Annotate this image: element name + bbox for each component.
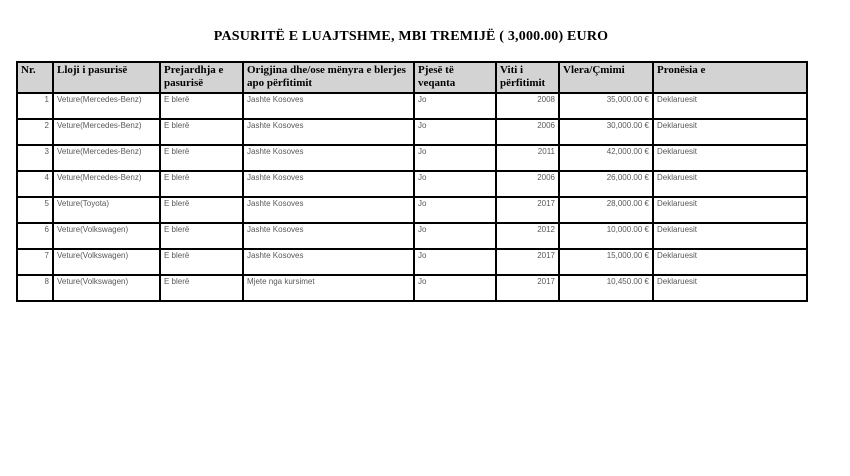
cell-viti: 2017 xyxy=(496,249,559,275)
table-row xyxy=(17,223,807,249)
cell-prejardhja: E blerë xyxy=(160,249,243,275)
cell-lloji: Veture(Mercedes-Benz) xyxy=(53,145,160,171)
cell-nr: 6 xyxy=(17,223,53,249)
table-row xyxy=(17,145,807,171)
cell-vlera: 35,000.00 € xyxy=(559,93,653,119)
cell-origjina: Jashte Kosoves xyxy=(243,145,414,171)
cell-pjese: Jo xyxy=(414,145,496,171)
cell-pjese: Jo xyxy=(414,197,496,223)
cell-nr: 7 xyxy=(17,249,53,275)
cell-pjese: Jo xyxy=(414,223,496,249)
cell-vlera: 28,000.00 € xyxy=(559,197,653,223)
cell-lloji: Veture(Volkswagen) xyxy=(53,249,160,275)
cell-lloji: Veture(Mercedes-Benz) xyxy=(53,93,160,119)
cell-pjese: Jo xyxy=(414,119,496,145)
cell-lloji: Veture(Volkswagen) xyxy=(53,275,160,301)
cell-nr: 4 xyxy=(17,171,53,197)
cell-vlera: 10,000.00 € xyxy=(559,223,653,249)
cell-vlera: 30,000.00 € xyxy=(559,119,653,145)
cell-origjina: Jashte Kosoves xyxy=(243,93,414,119)
cell-prejardhja: E blerë xyxy=(160,275,243,301)
cell-pronesia: Deklaruesit xyxy=(653,145,807,171)
cell-pronesia: Deklaruesit xyxy=(653,197,807,223)
table-row xyxy=(17,275,807,301)
cell-nr: 8 xyxy=(17,275,53,301)
cell-nr: 1 xyxy=(17,93,53,119)
assets-table xyxy=(16,61,808,302)
cell-pjese: Jo xyxy=(414,93,496,119)
cell-vlera: 26,000.00 € xyxy=(559,171,653,197)
cell-viti: 2008 xyxy=(496,93,559,119)
cell-vlera: 15,000.00 € xyxy=(559,249,653,275)
header-pjese: Pjesë të veqanta xyxy=(414,62,496,93)
header-lloji: Lloji i pasurisë xyxy=(53,62,160,93)
cell-prejardhja: E blerë xyxy=(160,93,243,119)
cell-viti: 2006 xyxy=(496,119,559,145)
cell-pronesia: Deklaruesit xyxy=(653,275,807,301)
cell-viti: 2017 xyxy=(496,275,559,301)
table-header-row xyxy=(17,62,807,93)
cell-pronesia: Deklaruesit xyxy=(653,93,807,119)
header-origjina: Origjina dhe/ose mënyra e blerjes apo përfitimit xyxy=(243,62,414,93)
cell-viti: 2017 xyxy=(496,197,559,223)
header-nr: Nr. xyxy=(17,62,53,93)
table-row xyxy=(17,171,807,197)
cell-pjese: Jo xyxy=(414,249,496,275)
cell-prejardhja: E blerë xyxy=(160,197,243,223)
cell-nr: 3 xyxy=(17,145,53,171)
cell-lloji: Veture(Volkswagen) xyxy=(53,223,160,249)
cell-prejardhja: E blerë xyxy=(160,171,243,197)
cell-origjina: Jashte Kosoves xyxy=(243,197,414,223)
cell-prejardhja: E blerë xyxy=(160,119,243,145)
cell-nr: 2 xyxy=(17,119,53,145)
cell-origjina: Jashte Kosoves xyxy=(243,119,414,145)
cell-viti: 2006 xyxy=(496,171,559,197)
table-row xyxy=(17,249,807,275)
cell-pronesia: Deklaruesit xyxy=(653,223,807,249)
cell-origjina: Jashte Kosoves xyxy=(243,249,414,275)
header-vlera: Vlera/Çmimi xyxy=(559,62,653,93)
cell-lloji: Veture(Toyota) xyxy=(53,197,160,223)
cell-pronesia: Deklaruesit xyxy=(653,171,807,197)
cell-vlera: 42,000.00 € xyxy=(559,145,653,171)
header-prejardhja: Prejardhja e pasurisë xyxy=(160,62,243,93)
cell-viti: 2011 xyxy=(496,145,559,171)
cell-origjina: Jashte Kosoves xyxy=(243,223,414,249)
cell-pronesia: Deklaruesit xyxy=(653,119,807,145)
cell-pjese: Jo xyxy=(414,275,496,301)
cell-pjese: Jo xyxy=(414,171,496,197)
header-pronesia: Pronësia e xyxy=(653,62,807,93)
cell-pronesia: Deklaruesit xyxy=(653,249,807,275)
cell-lloji: Veture(Mercedes-Benz) xyxy=(53,119,160,145)
cell-prejardhja: E blerë xyxy=(160,223,243,249)
cell-nr: 5 xyxy=(17,197,53,223)
table-row xyxy=(17,93,807,119)
cell-lloji: Veture(Mercedes-Benz) xyxy=(53,171,160,197)
table-row xyxy=(17,197,807,223)
cell-prejardhja: E blerë xyxy=(160,145,243,171)
cell-origjina: Jashte Kosoves xyxy=(243,171,414,197)
cell-origjina: Mjete nga kursimet xyxy=(243,275,414,301)
page-title: PASURITË E LUAJTSHME, MBI TREMIJË ( 3,000.00) EURO xyxy=(213,29,609,44)
table-row xyxy=(17,119,807,145)
cell-vlera: 10,450.00 € xyxy=(559,275,653,301)
cell-viti: 2012 xyxy=(496,223,559,249)
header-viti: Viti i përfitimit xyxy=(496,62,559,93)
